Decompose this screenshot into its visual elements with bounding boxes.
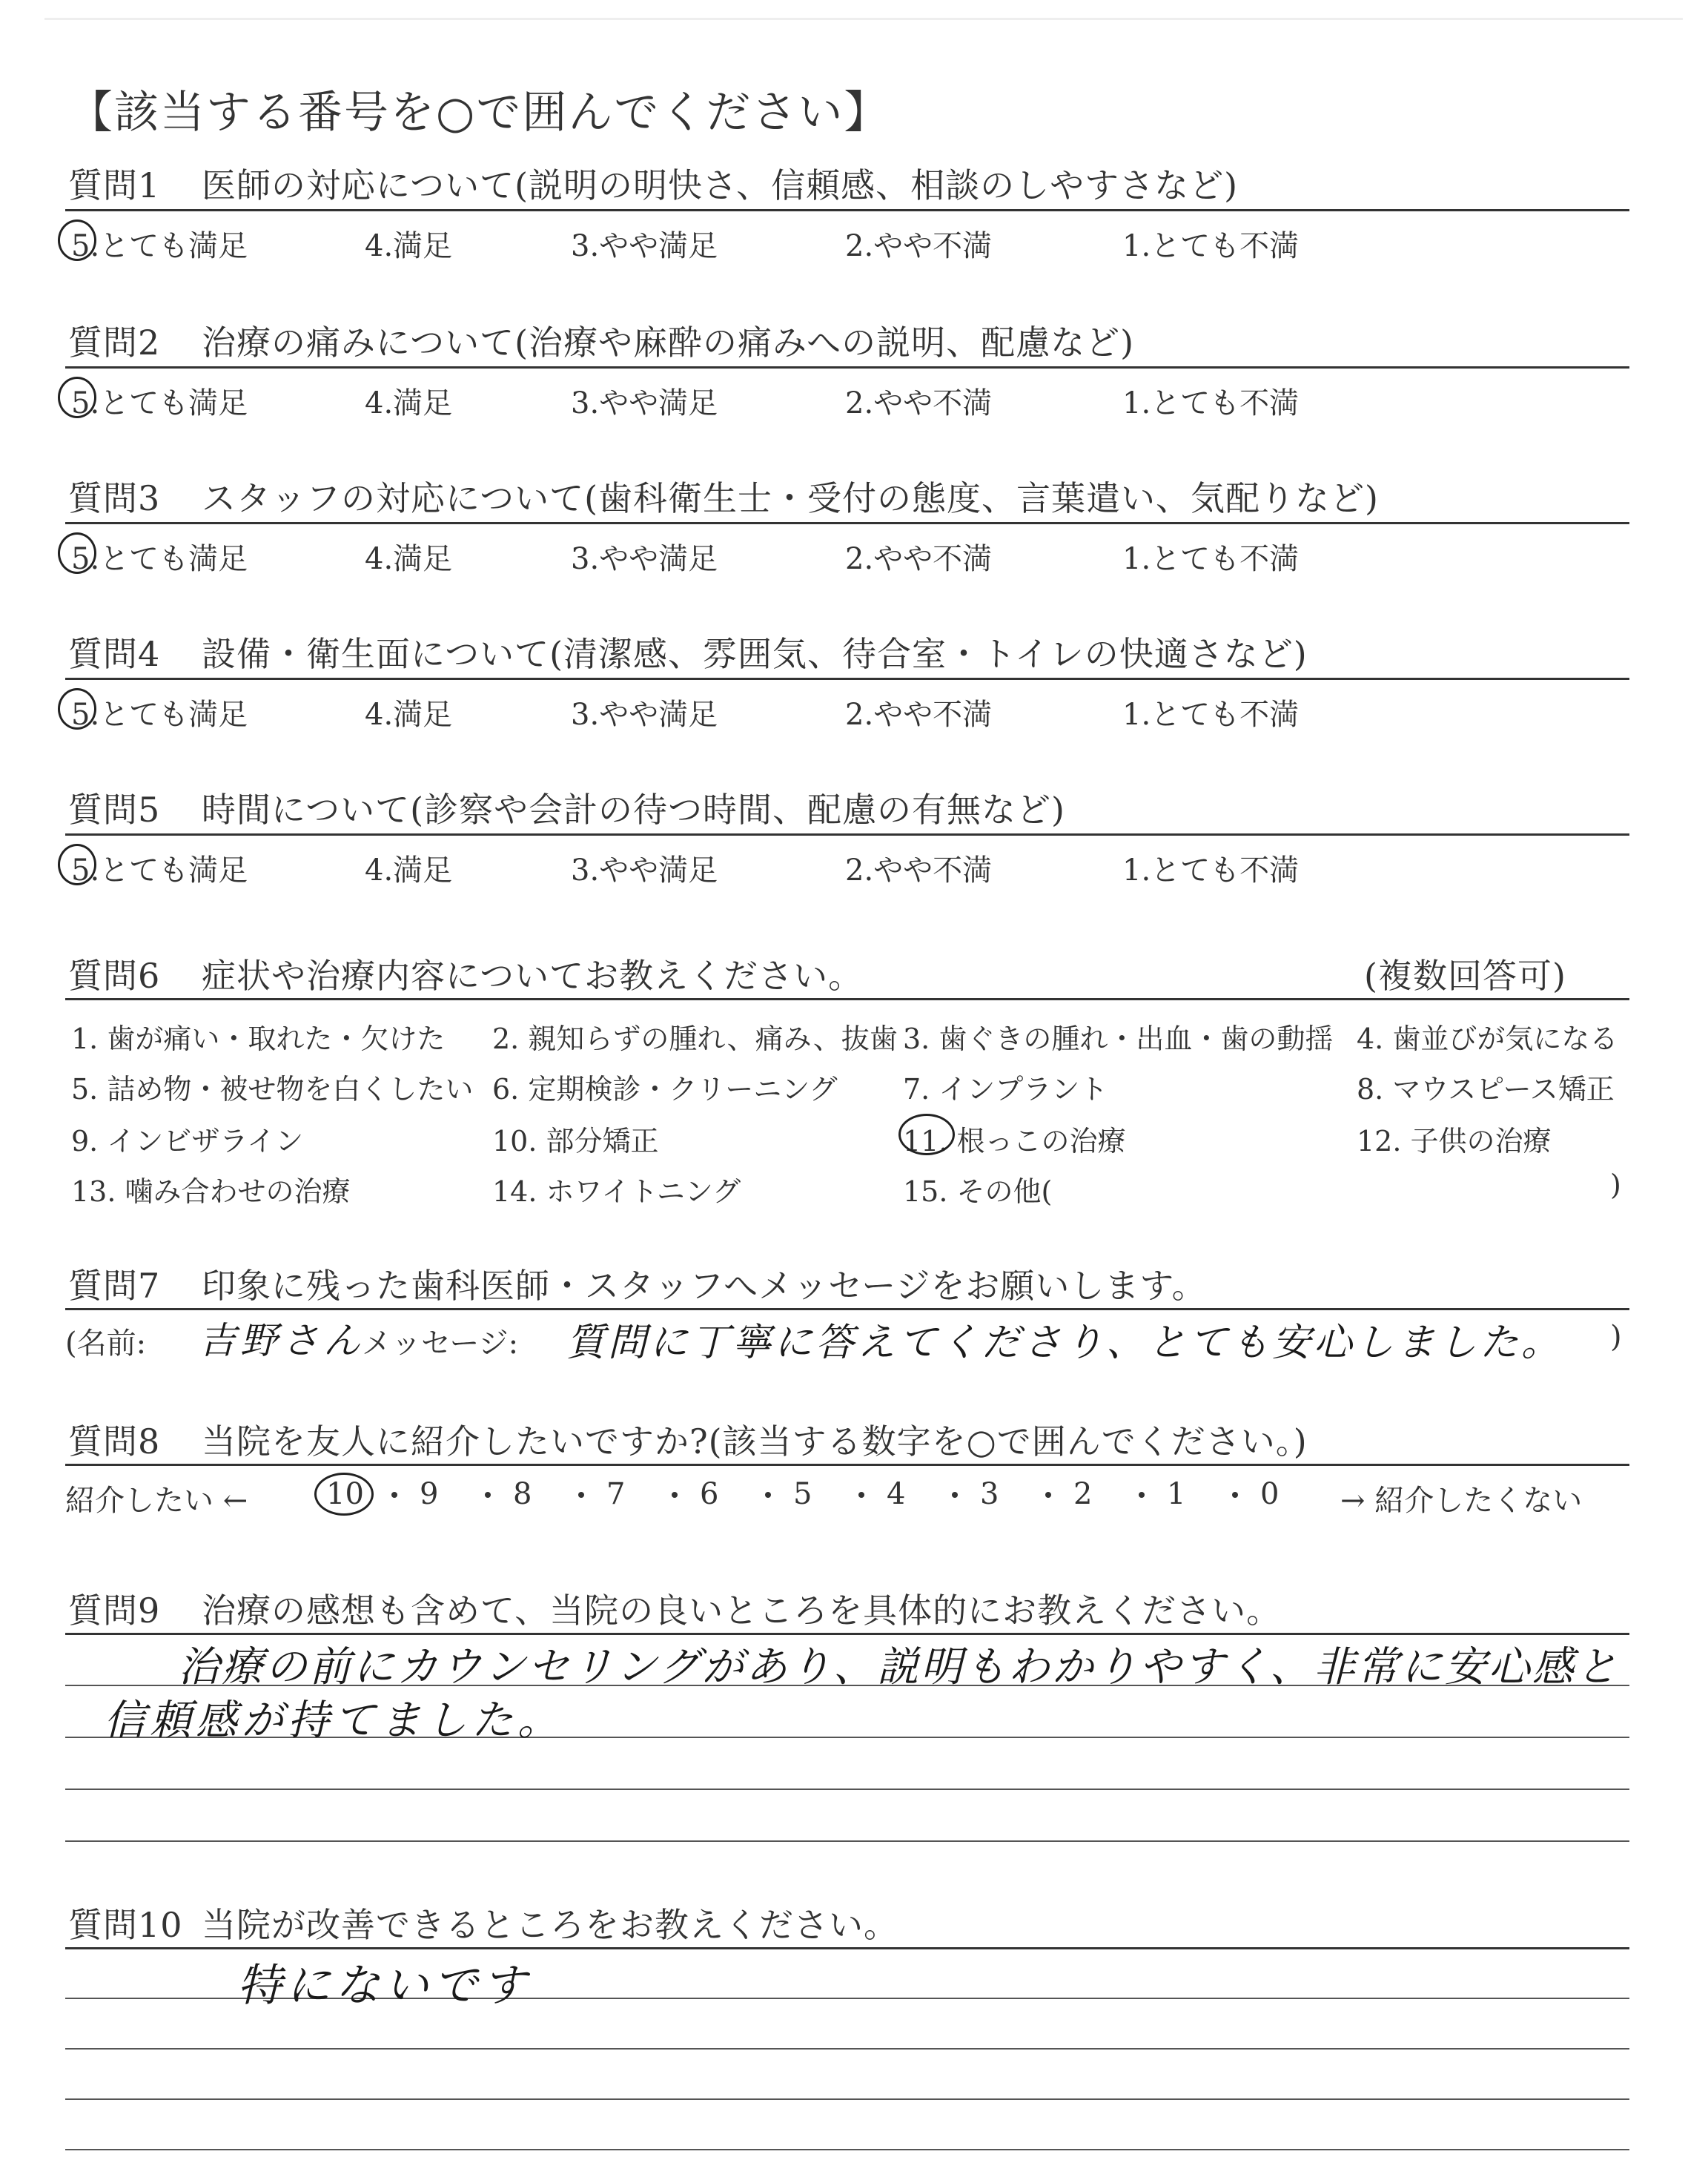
q7-rule [65,1308,1629,1310]
symptom-option: 11. 根っこの治療 [903,1125,1126,1157]
symptom-option: 9. インビザライン [71,1125,304,1157]
symptom-option: 4. 歯並びが気になる [1357,1023,1618,1055]
symptom-option: 5. 詰め物・被せ物を白くしたい [71,1073,474,1106]
rating-option: 3.やや満足 [571,853,718,888]
q8-label: 質問8 [68,1421,161,1462]
rating-option: 2.やや不満 [845,698,993,732]
scale-number: 7 [606,1477,626,1511]
q7-name-label: (名前: [65,1327,147,1361]
rating-option: 3.やや満足 [571,229,718,263]
rating-option: 2.やや不満 [845,542,993,576]
rating-option: 3.やや満足 [571,698,718,732]
answer-line [65,2149,1629,2150]
q7-text: 印象に残った歯科医師・スタッフへメッセージをお願いします。 [202,1266,1207,1306]
scale-number: 8 [513,1477,532,1511]
q6-label: 質問6 [68,956,161,996]
q6-text: 症状や治療内容についてお教えください。 [202,956,864,996]
q10-label: 質問10 [68,1905,183,1945]
question-text: 時間について(診察や会計の待つ時間、配慮の有無など) [202,790,1065,830]
question-text: スタッフの対応について(歯科衛生士・受付の態度、言葉遣い、気配りなど) [202,478,1379,518]
symptom-option: 7. インプラント [903,1073,1108,1106]
answer-line [65,1840,1629,1842]
question-rule [65,678,1629,680]
symptom-option: 13. 噛み合わせの治療 [71,1175,351,1208]
q8-left-label: 紹介したい ← [65,1484,248,1518]
selection-circle [58,377,96,418]
scale-separator-dot [672,1492,678,1498]
symptom-option: 6. 定期検診・クリーニング [492,1073,838,1106]
symptom-option: 2. 親知らずの腫れ、痛み、抜歯 [492,1023,898,1055]
question-label: 質問5 [68,790,161,830]
question-label: 質問2 [68,323,161,363]
q10-answer: 特にないです [237,1960,531,2012]
question-label: 質問4 [68,634,161,674]
rating-option: 2.やや不満 [845,853,993,888]
question-text: 医師の対応について(説明の明快さ、信頼感、相談のしやすさなど) [202,165,1239,205]
rating-option: 5.とても満足 [71,386,248,420]
rating-option: 5.とても満足 [71,853,248,888]
scale-number: 6 [700,1477,719,1511]
q10-text: 当院が改善できるところをお教えください。 [202,1905,898,1945]
selection-circle [58,532,96,574]
rating-option: 2.やや不満 [845,229,993,263]
q7-message-label: メッセージ: [362,1327,519,1361]
rating-option: 5.とても満足 [71,698,248,732]
scale-separator-dot [1139,1492,1145,1498]
selection-circle [58,688,96,730]
q9-answer-line2: 信頼感が持てました。 [104,1697,563,1745]
q7-label: 質問7 [68,1266,161,1306]
q9-text: 治療の感想も含めて、当院の良いところを具体的にお教えください。 [202,1591,1282,1631]
selection-circle [314,1473,374,1516]
q10-rule [65,1947,1629,1949]
rating-option: 2.やや不満 [845,386,993,420]
rating-option: 4.満足 [365,698,453,732]
answer-line [65,2048,1629,2050]
rating-option: 3.やや満足 [571,542,718,576]
symptom-option: ) [1610,1169,1621,1201]
q8-text: 当院を友人に紹介したいですか?(該当する数字を○で囲んでください。) [202,1421,1308,1462]
rating-option: 4.満足 [365,542,453,576]
symptom-option: 10. 部分矯正 [492,1125,659,1157]
scale-number: 1 [1167,1477,1186,1511]
scan-edge [44,18,1683,20]
q6-rule [65,998,1629,1000]
question-rule [65,366,1629,369]
q8-rule [65,1464,1629,1466]
scale-separator-dot [485,1492,491,1498]
scale-number: 2 [1073,1477,1093,1511]
q9-answer-line1: 治療の前にカウンセリングがあり、説明もわかりやすく、非常に安心感と [178,1643,1620,1691]
symptom-option: 8. マウスピース矯正 [1357,1073,1615,1106]
q7-close-paren: ) [1610,1320,1622,1354]
scale-number: 5 [793,1477,812,1511]
question-text: 設備・衛生面について(清潔感、雰囲気、待合室・トイレの快適さなど) [202,634,1308,674]
symptom-option: 15. その他( [903,1175,1053,1208]
selection-circle [58,219,96,261]
scale-separator-dot [765,1492,771,1498]
scale-separator-dot [858,1492,864,1498]
q7-message-handwritten: 質問に丁寧に答えてくださり、とても安心しました。 [566,1321,1563,1365]
form-title: 【該当する番号を○で囲んでください】 [68,87,890,139]
rating-option: 3.やや満足 [571,386,718,420]
symptom-option: 3. 歯ぐきの腫れ・出血・歯の動揺 [903,1023,1334,1055]
rating-option: 5.とても満足 [71,542,248,576]
scale-separator-dot [952,1492,958,1498]
rating-option: 1.とても不満 [1122,386,1300,420]
rating-option: 4.満足 [365,386,453,420]
question-rule [65,522,1629,524]
scale-number: 3 [980,1477,999,1511]
rating-option: 4.満足 [365,229,453,263]
scale-number: 0 [1260,1477,1280,1511]
scale-separator-dot [578,1492,584,1498]
rating-option: 1.とても不満 [1122,853,1300,888]
question-rule [65,833,1629,836]
scale-number: 9 [420,1477,439,1511]
symptom-option: 1. 歯が痛い・取れた・欠けた [71,1023,446,1055]
scale-separator-dot [1232,1492,1238,1498]
q6-note: (複数回答可) [1364,956,1566,996]
q8-right-label: → 紹介したくない [1340,1484,1583,1518]
symptom-option: 14. ホワイトニング [492,1175,741,1208]
question-label: 質問1 [68,165,161,205]
rating-option: 1.とても不満 [1122,542,1300,576]
q9-label: 質問9 [68,1591,161,1631]
question-text: 治療の痛みについて(治療や麻酔の痛みへの説明、配慮など) [202,323,1135,363]
rating-option: 4.満足 [365,853,453,888]
rating-option: 5.とても満足 [71,229,248,263]
scale-separator-dot [1045,1492,1051,1498]
q7-name-handwritten: 吉野さん [199,1319,365,1362]
selection-circle [898,1114,955,1155]
selection-circle [58,844,96,885]
question-rule [65,209,1629,211]
symptom-option: 12. 子供の治療 [1357,1125,1552,1157]
scale-separator-dot [391,1492,397,1498]
rating-option: 1.とても不満 [1122,229,1300,263]
answer-line [65,1789,1629,1790]
scale-number: 4 [887,1477,906,1511]
answer-line [65,2098,1629,2100]
question-label: 質問3 [68,478,161,518]
rating-option: 1.とても不満 [1122,698,1300,732]
scale-number: 10 [326,1477,364,1511]
